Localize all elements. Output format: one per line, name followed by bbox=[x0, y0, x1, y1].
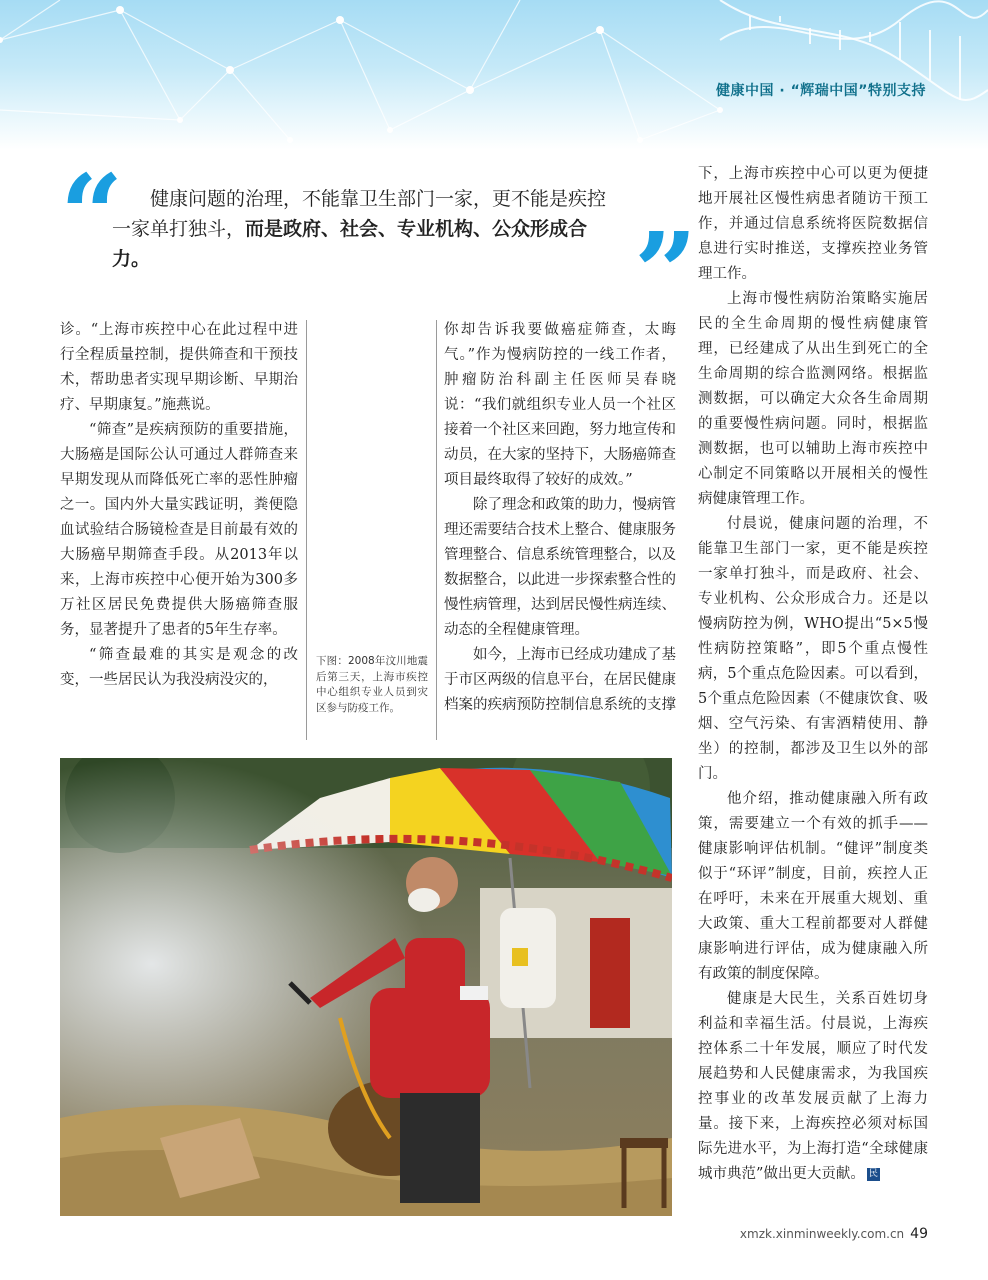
header-banner bbox=[0, 0, 988, 150]
article-column-2 bbox=[444, 318, 676, 718]
paragraph: 付晨说，健康问题的治理，不能靠卫生部门一家，更不能是疾控一家单打独斗，而是政府、社会、专业机构、公众形成合力。还是以慢病防控为例，WHO提出“5×5慢性病防控策略”，即5个重点慢性病，5个重点危险因素。可以看到，5个重点危险因素（不健康饮食、吸烟、空气污染、有害酒精使用、静坐）的控制，都涉及卫生以外的部门。 bbox=[698, 516, 928, 782]
pull-quote-text bbox=[112, 184, 622, 274]
disaster-relief-photo bbox=[60, 758, 672, 1216]
paragraph: 如今，上海市已经成功建成了基于市区两级的信息平台，在居民健康档案的疾病预防控制信息系统的支撑 bbox=[444, 647, 676, 713]
pull-quote-normal: 健康问题的治理，不能靠卫生部门一家，更不能是疾控一家单打独斗， bbox=[112, 188, 607, 240]
photo-caption: 下图：2008年汶川地震后第三天，上海市疾控中心组织专业人员到灾区参与防疫工作。 bbox=[316, 655, 428, 714]
paragraph: 上海市慢性病防治策略实施居民的全生命周期的慢性病健康管理，已经建成了从出生到死亡的全生命周期的综合监测网络。根据监测数据，可以确定大众各生命周期的重要慢性病问题。同时，根据监测数据，也可以辅助上海市疾控中心制定不同策略以开展相关的慢性病健康管理工作。 bbox=[698, 291, 928, 507]
section-tag: 健康中国 · “辉瑞中国”特别支持 bbox=[716, 83, 926, 99]
page-footer bbox=[740, 1226, 928, 1242]
column-divider bbox=[436, 320, 437, 740]
left-double-quote-icon: “ bbox=[60, 150, 124, 279]
paragraph: 除了理念和政策的助力，慢病管理还需要结合技术上整合、健康服务管理整合、信息系统管理整合，以及数据整合，以此进一步探索整合性的慢性病管理，达到居民慢性病连续、动态的全程健康管理。 bbox=[444, 497, 676, 638]
paragraph: 他介绍，推动健康融入所有政策，需要建立一个有效的抓手——健康影响评估机制。“健评”制度类似于“环评”制度，目前，疾控人正在呼吁，未来在开展重大规划、重大政策、重大工程前都要对人群健康影响进行评估，成为健康融入所有政策的制度保障。 bbox=[698, 791, 928, 982]
network-graphic bbox=[0, 0, 988, 150]
pull-quote-bold: 而是政府、社会、专业机构、公众形成合力。 bbox=[112, 218, 588, 270]
page-number: 49 bbox=[910, 1226, 928, 1242]
article-column-1 bbox=[60, 318, 298, 693]
paragraph: “筛查最难的其实是观念的改变，一些居民认为我没病没灾的， bbox=[60, 647, 298, 688]
right-double-quote-icon: ” bbox=[634, 208, 698, 337]
paragraph: 你却告诉我要做癌症筛查，太晦气。”作为慢病防控的一线工作者，肿瘤防治科副主任医师吴春晓说：“我们就组织专业人员一个社区接着一个社区来回跑，努力地宣传和动员，在大家的坚持下，大肠癌筛查项目最终取得了较好的成效。” bbox=[444, 322, 676, 488]
pull-quote bbox=[60, 150, 680, 300]
paragraph: “筛查”是疾病预防的重要措施，大肠癌是国际公认可通过人群筛查来早期发现从而降低死亡率的恶性肿瘤之一。国内外大量实践证明，粪便隐血试验结合肠镜检查是目前最有效的大肠癌早期筛查手段。从2013年以来，上海市疾控中心便开始为300多万社区居民免费提供大肠癌筛查服务，显著提升了患者的5年生存率。 bbox=[60, 422, 298, 638]
article-column-3 bbox=[698, 162, 928, 1187]
column-divider bbox=[306, 320, 307, 740]
photo-illustration bbox=[60, 758, 672, 1216]
paragraph: 下，上海市疾控中心可以更为便捷地开展社区慢性病患者随访干预工作，并通过信息系统将医院数据信息进行实时推送，支撑疾控业务管理工作。 bbox=[698, 166, 928, 282]
paragraph: 诊。“上海市疾控中心在此过程中进行全程质量控制，提供筛查和干预技术，帮助患者实现早期诊断、早期治疗、早期康复。”施燕说。 bbox=[60, 322, 298, 413]
paragraph-final bbox=[698, 987, 928, 1187]
footer-url: xmzk.xinminweekly.com.cn bbox=[739, 1227, 905, 1241]
magazine-end-mark-icon: 民 bbox=[868, 1168, 878, 1179]
paragraph-text: 健康是大民生，关系百姓切身利益和幸福生活。付晨说，上海疾控体系二十年发展，顺应了时代发展趋势和人民健康需求，为我国疾控事业的改革发展贡献了上海力量。接下来，上海疾控必须对标国际先进水平，为上海打造“全球健康城市典范”做出更大贡献。 bbox=[698, 991, 928, 1182]
